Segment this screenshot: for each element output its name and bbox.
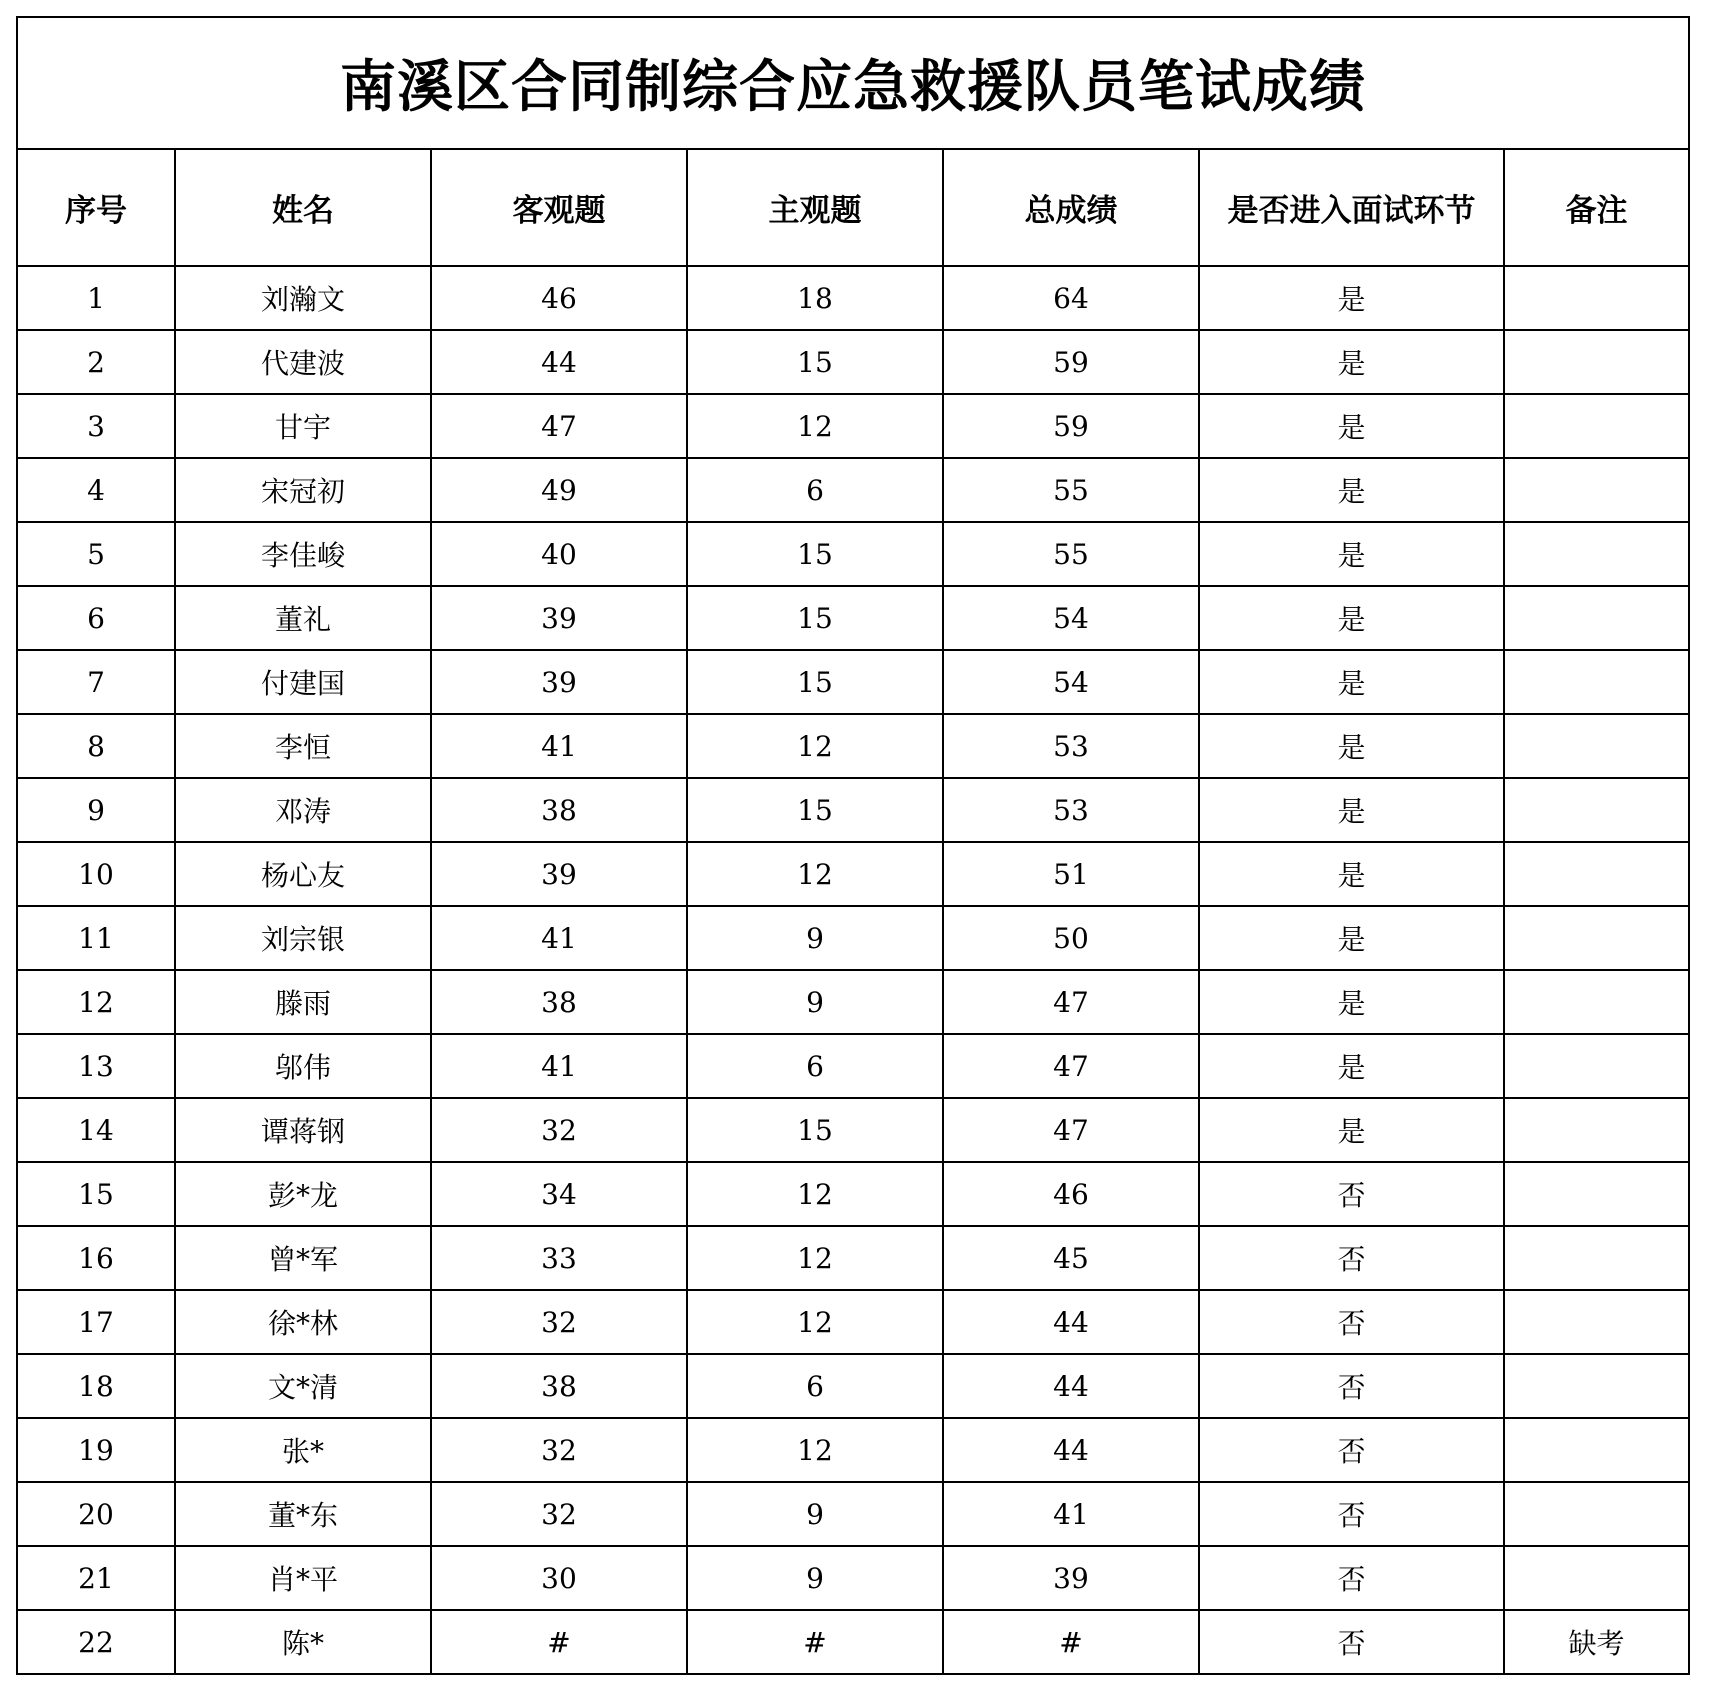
cell-index: 8 [17, 714, 175, 778]
cell-subjective: 12 [687, 1290, 943, 1354]
cell-remark [1504, 330, 1689, 394]
cell-total: 59 [943, 330, 1199, 394]
cell-subjective: 18 [687, 266, 943, 330]
cell-index: 5 [17, 522, 175, 586]
cell-total: 54 [943, 650, 1199, 714]
cell-objective: 39 [431, 842, 687, 906]
cell-name: 邬伟 [175, 1034, 431, 1098]
header-total: 总成绩 [943, 149, 1199, 266]
cell-total: 59 [943, 394, 1199, 458]
cell-total: 44 [943, 1418, 1199, 1482]
cell-name: 杨心友 [175, 842, 431, 906]
cell-remark [1504, 842, 1689, 906]
cell-subjective: 15 [687, 1098, 943, 1162]
cell-interview: 是 [1199, 1034, 1504, 1098]
table-row [17, 842, 1689, 906]
cell-name: 李佳峻 [175, 522, 431, 586]
cell-subjective: 12 [687, 394, 943, 458]
cell-subjective: 6 [687, 1354, 943, 1418]
cell-total: 46 [943, 1162, 1199, 1226]
cell-name: 董礼 [175, 586, 431, 650]
cell-index: 18 [17, 1354, 175, 1418]
cell-subjective: 15 [687, 586, 943, 650]
table-row [17, 1546, 1689, 1610]
cell-total: 55 [943, 458, 1199, 522]
cell-remark [1504, 586, 1689, 650]
cell-interview: 是 [1199, 778, 1504, 842]
cell-index: 6 [17, 586, 175, 650]
cell-objective: 38 [431, 1354, 687, 1418]
cell-subjective: 6 [687, 458, 943, 522]
cell-interview: 是 [1199, 266, 1504, 330]
cell-remark [1504, 1098, 1689, 1162]
cell-remark [1504, 970, 1689, 1034]
cell-objective: 33 [431, 1226, 687, 1290]
table-row [17, 906, 1689, 970]
cell-subjective: 15 [687, 778, 943, 842]
cell-name: 李恒 [175, 714, 431, 778]
cell-name: 文*清 [175, 1354, 431, 1418]
cell-remark [1504, 1354, 1689, 1418]
table-row [17, 970, 1689, 1034]
cell-objective: 44 [431, 330, 687, 394]
table-row [17, 1290, 1689, 1354]
table-row [17, 330, 1689, 394]
cell-objective: 38 [431, 970, 687, 1034]
cell-subjective: # [687, 1610, 943, 1674]
cell-interview: 是 [1199, 842, 1504, 906]
cell-objective: 32 [431, 1098, 687, 1162]
table-row [17, 1610, 1689, 1674]
header-interview: 是否进入面试环节 [1199, 149, 1504, 266]
cell-index: 1 [17, 266, 175, 330]
cell-objective: 49 [431, 458, 687, 522]
cell-objective: 41 [431, 714, 687, 778]
cell-index: 14 [17, 1098, 175, 1162]
cell-objective: 41 [431, 906, 687, 970]
cell-subjective: 12 [687, 842, 943, 906]
cell-name: 张* [175, 1418, 431, 1482]
cell-remark [1504, 394, 1689, 458]
cell-interview: 是 [1199, 1098, 1504, 1162]
score-table [16, 16, 1690, 1675]
cell-interview: 否 [1199, 1418, 1504, 1482]
cell-remark [1504, 1290, 1689, 1354]
cell-index: 10 [17, 842, 175, 906]
table-row [17, 1034, 1689, 1098]
cell-interview: 是 [1199, 650, 1504, 714]
cell-total: 45 [943, 1226, 1199, 1290]
score-sheet [16, 16, 1688, 1675]
cell-index: 11 [17, 906, 175, 970]
cell-name: 徐*林 [175, 1290, 431, 1354]
table-row [17, 714, 1689, 778]
cell-remark [1504, 1482, 1689, 1546]
cell-index: 7 [17, 650, 175, 714]
cell-index: 22 [17, 1610, 175, 1674]
cell-total: 55 [943, 522, 1199, 586]
cell-total: 44 [943, 1354, 1199, 1418]
cell-subjective: 15 [687, 650, 943, 714]
cell-remark [1504, 266, 1689, 330]
cell-subjective: 15 [687, 522, 943, 586]
cell-index: 9 [17, 778, 175, 842]
cell-objective: 40 [431, 522, 687, 586]
cell-name: 宋冠初 [175, 458, 431, 522]
cell-subjective: 12 [687, 714, 943, 778]
cell-name: 彭*龙 [175, 1162, 431, 1226]
table-row [17, 458, 1689, 522]
cell-objective: 39 [431, 586, 687, 650]
cell-index: 15 [17, 1162, 175, 1226]
cell-remark [1504, 1546, 1689, 1610]
cell-subjective: 9 [687, 970, 943, 1034]
table-row [17, 522, 1689, 586]
cell-remark [1504, 906, 1689, 970]
header-index: 序号 [17, 149, 175, 266]
cell-index: 2 [17, 330, 175, 394]
cell-index: 3 [17, 394, 175, 458]
cell-objective: 38 [431, 778, 687, 842]
table-row [17, 586, 1689, 650]
cell-name: 谭蒋钢 [175, 1098, 431, 1162]
cell-subjective: 12 [687, 1162, 943, 1226]
cell-interview: 是 [1199, 970, 1504, 1034]
cell-interview: 是 [1199, 458, 1504, 522]
table-row [17, 394, 1689, 458]
cell-total: # [943, 1610, 1199, 1674]
page-title: 南溪区合同制综合应急救援队员笔试成绩 [17, 17, 1689, 149]
cell-interview: 否 [1199, 1162, 1504, 1226]
cell-subjective: 15 [687, 330, 943, 394]
cell-total: 53 [943, 778, 1199, 842]
cell-objective: # [431, 1610, 687, 1674]
cell-total: 47 [943, 1034, 1199, 1098]
cell-remark [1504, 650, 1689, 714]
cell-subjective: 9 [687, 1546, 943, 1610]
cell-name: 肖*平 [175, 1546, 431, 1610]
cell-total: 51 [943, 842, 1199, 906]
cell-objective: 46 [431, 266, 687, 330]
table-row [17, 266, 1689, 330]
cell-name: 陈* [175, 1610, 431, 1674]
cell-index: 16 [17, 1226, 175, 1290]
cell-objective: 34 [431, 1162, 687, 1226]
cell-subjective: 9 [687, 1482, 943, 1546]
cell-index: 20 [17, 1482, 175, 1546]
cell-objective: 32 [431, 1482, 687, 1546]
cell-objective: 47 [431, 394, 687, 458]
cell-objective: 30 [431, 1546, 687, 1610]
cell-total: 39 [943, 1546, 1199, 1610]
table-row [17, 778, 1689, 842]
cell-total: 44 [943, 1290, 1199, 1354]
header-objective: 客观题 [431, 149, 687, 266]
cell-interview: 否 [1199, 1546, 1504, 1610]
cell-interview: 是 [1199, 714, 1504, 778]
cell-remark [1504, 1162, 1689, 1226]
cell-total: 53 [943, 714, 1199, 778]
cell-index: 13 [17, 1034, 175, 1098]
cell-interview: 是 [1199, 522, 1504, 586]
cell-remark [1504, 1034, 1689, 1098]
cell-interview: 否 [1199, 1482, 1504, 1546]
cell-objective: 32 [431, 1290, 687, 1354]
cell-subjective: 12 [687, 1226, 943, 1290]
cell-subjective: 6 [687, 1034, 943, 1098]
cell-total: 64 [943, 266, 1199, 330]
table-row [17, 1098, 1689, 1162]
cell-name: 甘宇 [175, 394, 431, 458]
cell-index: 21 [17, 1546, 175, 1610]
cell-index: 19 [17, 1418, 175, 1482]
cell-remark [1504, 714, 1689, 778]
cell-total: 47 [943, 970, 1199, 1034]
table-row [17, 1418, 1689, 1482]
header-name: 姓名 [175, 149, 431, 266]
cell-index: 17 [17, 1290, 175, 1354]
cell-name: 邓涛 [175, 778, 431, 842]
header-row [17, 149, 1689, 266]
cell-remark [1504, 1418, 1689, 1482]
cell-interview: 否 [1199, 1610, 1504, 1674]
header-subjective: 主观题 [687, 149, 943, 266]
header-remark: 备注 [1504, 149, 1689, 266]
cell-interview: 否 [1199, 1226, 1504, 1290]
cell-total: 47 [943, 1098, 1199, 1162]
cell-remark [1504, 778, 1689, 842]
cell-remark: 缺考 [1504, 1610, 1689, 1674]
cell-remark [1504, 458, 1689, 522]
table-row [17, 1354, 1689, 1418]
cell-interview: 是 [1199, 330, 1504, 394]
cell-interview: 是 [1199, 394, 1504, 458]
table-row [17, 1482, 1689, 1546]
cell-name: 刘宗银 [175, 906, 431, 970]
cell-name: 曾*军 [175, 1226, 431, 1290]
cell-objective: 32 [431, 1418, 687, 1482]
cell-interview: 是 [1199, 906, 1504, 970]
cell-interview: 否 [1199, 1290, 1504, 1354]
cell-name: 刘瀚文 [175, 266, 431, 330]
cell-remark [1504, 1226, 1689, 1290]
cell-total: 50 [943, 906, 1199, 970]
cell-index: 12 [17, 970, 175, 1034]
title-row [17, 17, 1689, 149]
table-row [17, 650, 1689, 714]
cell-objective: 41 [431, 1034, 687, 1098]
cell-remark [1504, 522, 1689, 586]
cell-name: 董*东 [175, 1482, 431, 1546]
cell-name: 代建波 [175, 330, 431, 394]
cell-name: 付建国 [175, 650, 431, 714]
cell-interview: 是 [1199, 586, 1504, 650]
cell-index: 4 [17, 458, 175, 522]
table-row [17, 1226, 1689, 1290]
table-row [17, 1162, 1689, 1226]
cell-name: 滕雨 [175, 970, 431, 1034]
cell-objective: 39 [431, 650, 687, 714]
cell-total: 41 [943, 1482, 1199, 1546]
cell-interview: 否 [1199, 1354, 1504, 1418]
cell-subjective: 9 [687, 906, 943, 970]
cell-subjective: 12 [687, 1418, 943, 1482]
cell-total: 54 [943, 586, 1199, 650]
